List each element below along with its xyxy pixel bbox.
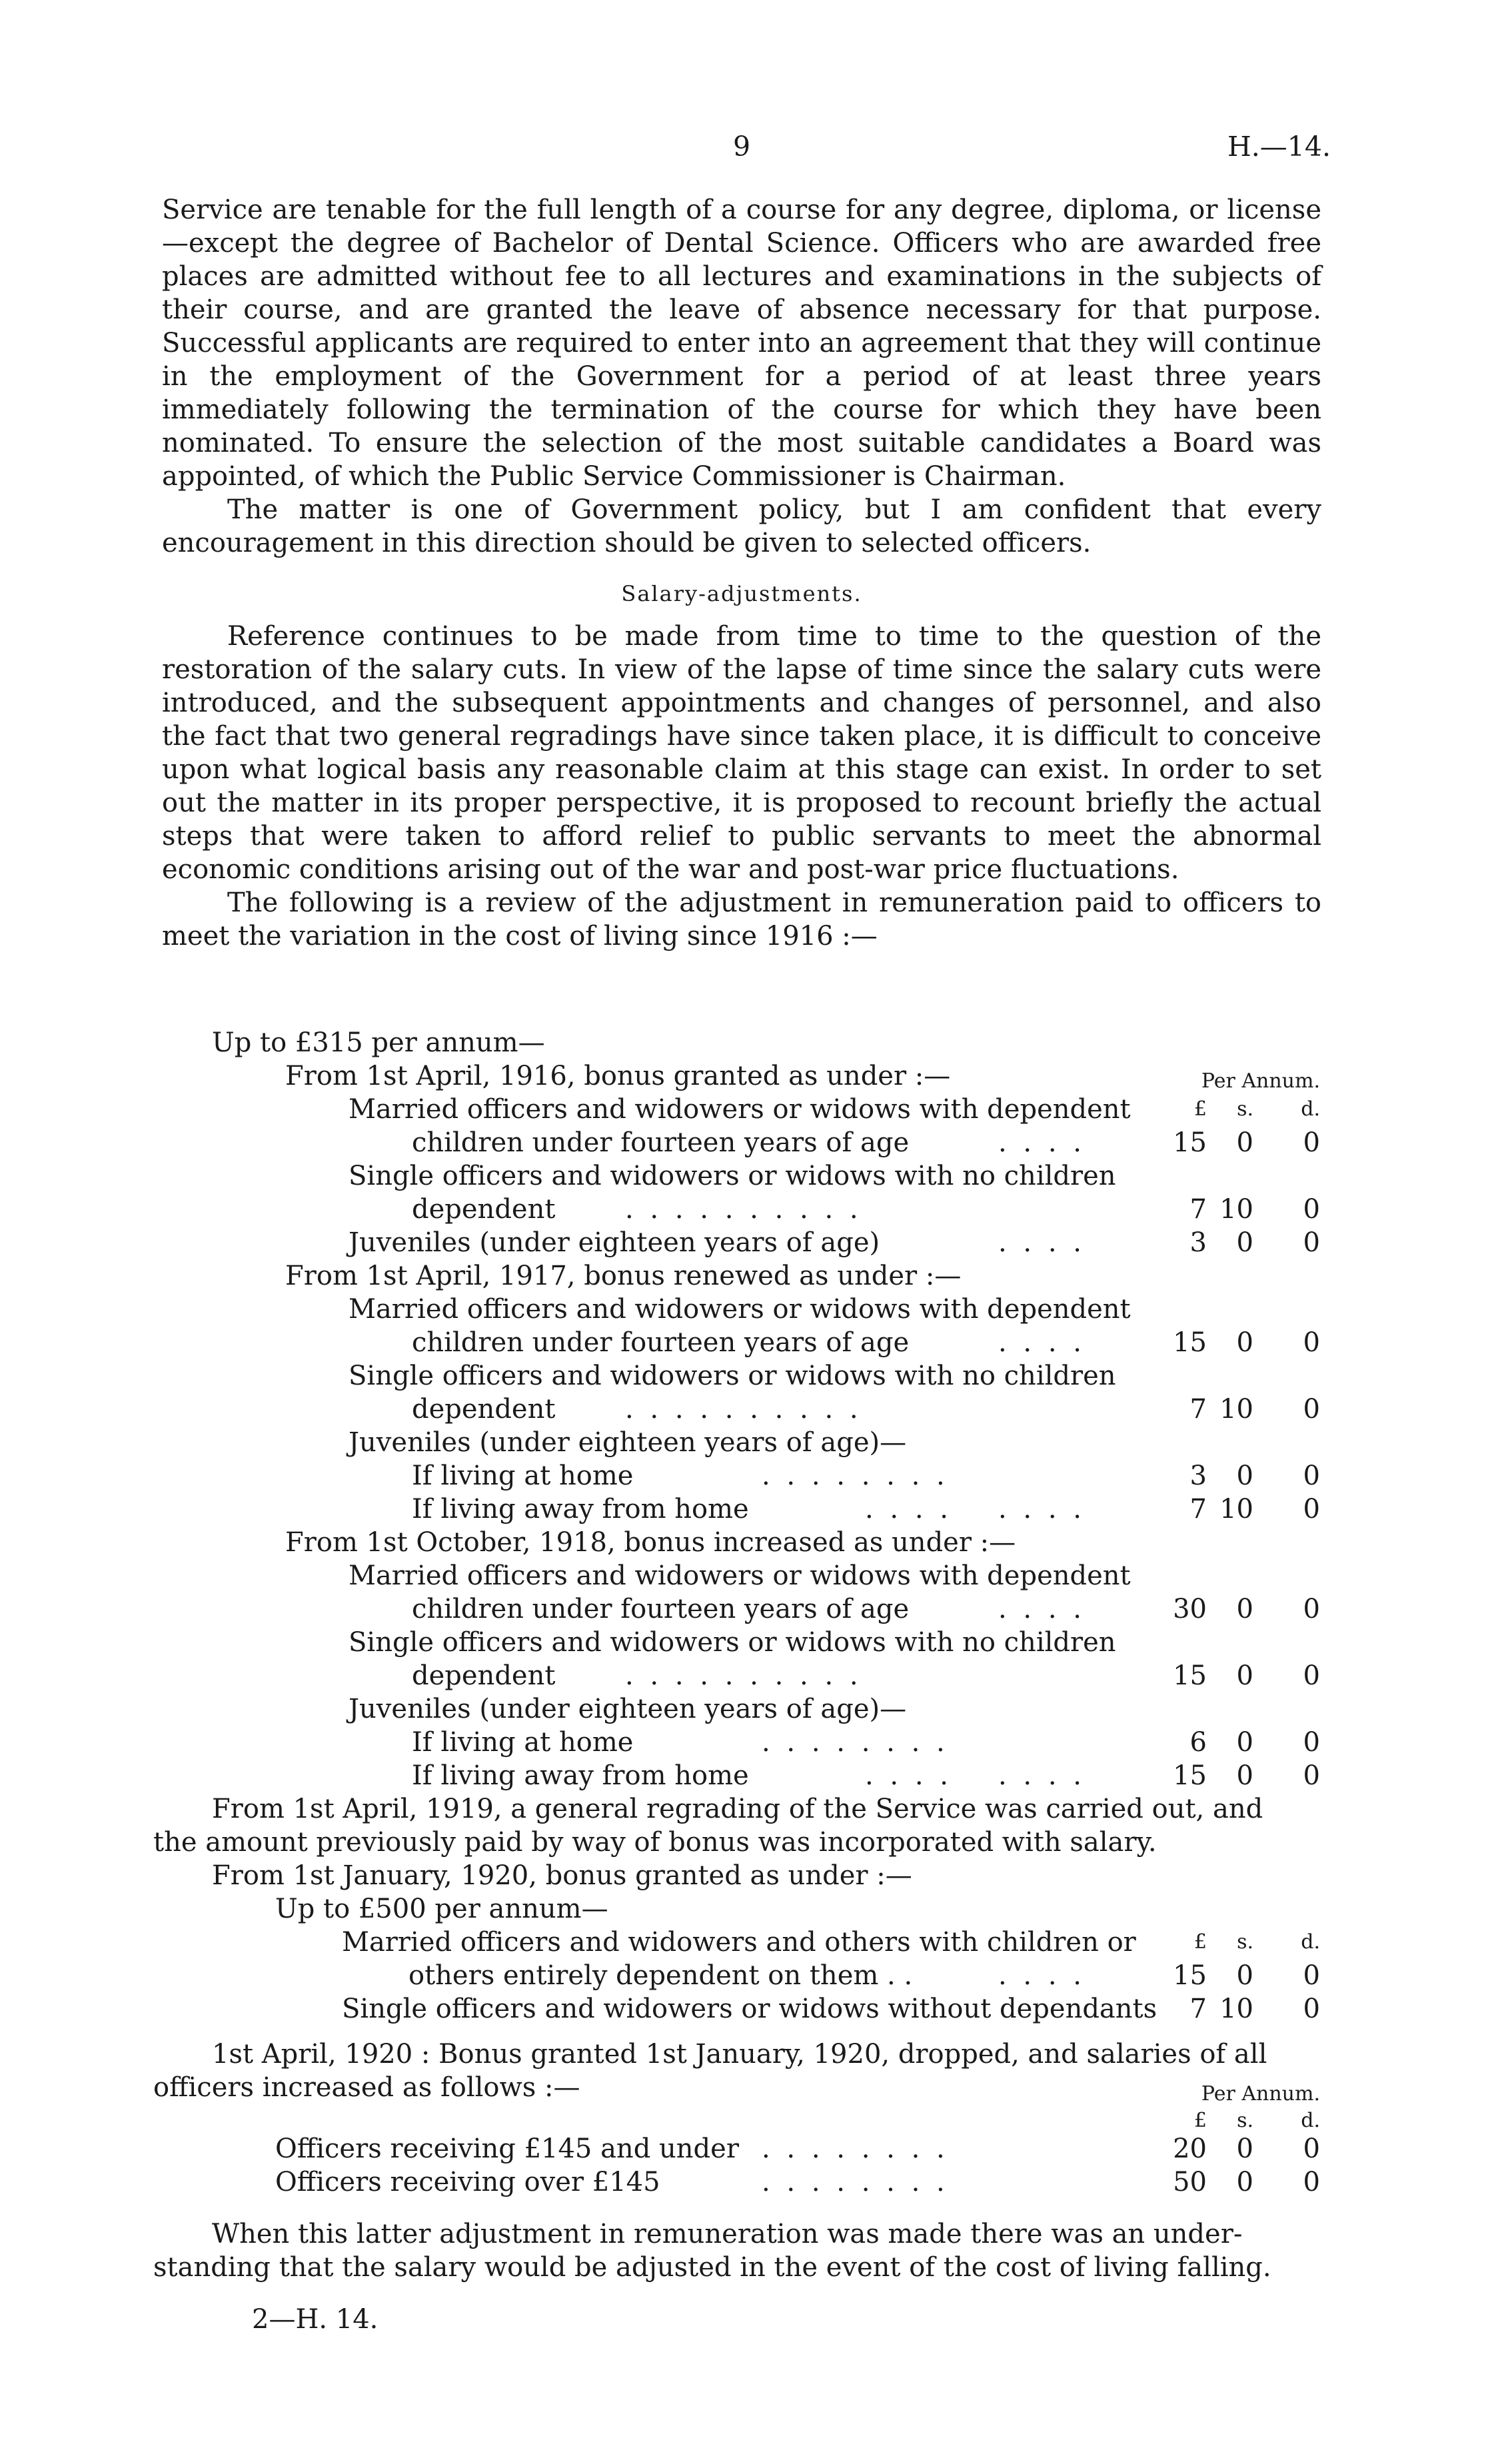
schedule-row [162,1726,1321,1759]
married-line-2: children under fourteen years of age [412,1594,910,1624]
amount-pounds: 7 [1189,1394,1207,1425]
leader-dots: . . . . [998,1227,1086,1258]
single-line-1: Single officers and widowers or widows with no children [349,1161,1116,1191]
shillings-header: s. [1237,1930,1253,1954]
schedule-row [162,1093,1321,1126]
leader-dots: . . . . [865,1494,953,1525]
amount-pence: 0 [1303,1461,1320,1491]
amount-pounds: 3 [1189,1461,1207,1491]
schedule-row [162,1592,1321,1626]
schedule-row [162,1559,1321,1592]
schedule-row [162,1293,1321,1326]
schedule-row [162,1126,1321,1159]
under-145-line: Officers receiving £145 and under [275,2134,739,2164]
schedule-row [162,1193,1321,1226]
schedule-row [162,1326,1321,1359]
amount-shillings: 0 [1236,1760,1253,1791]
amount-shillings: 0 [1236,2134,1253,2164]
pounds-header: £ [1193,1097,1207,1121]
schedule-row [162,1892,1321,1926]
amount-shillings: 0 [1236,1227,1253,1258]
married-line-2: children under fourteen years of age [412,1127,910,1158]
juveniles-line: Juveniles (under eighteen years of age) [349,1227,880,1258]
closing-line-2: standing that the salary would be adjusted in the event of the cost of living falling. [153,2252,1271,2283]
amount-shillings: 0 [1236,1594,1253,1624]
amount-shillings: 10 [1219,1194,1253,1225]
per-annum-header: Per Annum. [1201,2082,1320,2106]
living-at-home-line: If living at home [412,1727,634,1758]
leader-dots: . . . . . . . . . . [625,1660,862,1691]
pence-header: d. [1301,1930,1320,1954]
regrading-line-1: From 1st April, 1919, a general regrading of the Service was carried out, and [212,1794,1263,1824]
schedule-row [162,1226,1321,1259]
schedule-row [162,1692,1321,1726]
single-line-2: dependent [412,1660,556,1691]
amount-pounds: 7 [1189,1494,1207,1525]
amount-pounds: 20 [1173,2134,1207,2164]
single-line-1: Single officers and widowers or widows with no children [349,1627,1116,1658]
schedule-row [162,1359,1321,1393]
living-away-line: If living away from home [412,1760,749,1791]
leader-dots: . . . . [998,1327,1086,1358]
amount-shillings: 10 [1219,1494,1253,1525]
amount-pounds: 15 [1173,1760,1207,1791]
amount-pounds: 15 [1173,1127,1207,1158]
over-145-line: Officers receiving over £145 [275,2167,660,2197]
page-header [0,131,1496,171]
schedule-row [162,1526,1321,1559]
amount-pence: 0 [1303,1660,1320,1691]
amount-shillings: 0 [1236,1461,1253,1491]
schedule-row [162,1026,1321,1059]
bonus-1916-title: From 1st April, 1916, bonus granted as under :— [285,1061,951,1091]
pounds-header: £ [1193,2109,1207,2132]
pence-header: d. [1301,1097,1320,1121]
leader-dots: . . . . . . . . . . [625,1394,862,1425]
amount-pence: 0 [1303,1194,1320,1225]
schedule-row [162,1493,1321,1526]
amount-shillings: 10 [1219,1994,1253,2024]
regrading-paragraph [153,1792,1321,1859]
amount-pounds: 3 [1189,1227,1207,1258]
married-line-1: Married officers and widowers or widows with dependent [349,1560,1131,1591]
leader-dots: . . . . . . . . [762,1727,949,1758]
shillings-header: s. [1237,1097,1253,1121]
amount-pence: 0 [1303,1594,1320,1624]
leader-dots: . . . . [998,1960,1086,1991]
pence-header: d. [1301,2109,1320,2132]
paragraph-free-places: Service are tenable for the full length of a course for any degree, diploma, or license—except the degree of Bachelor of Dental Science. Officers who are awarded free places are admitted without fee to all lectures and examinations in the subjects of their course, and are granted the leave of absence necessary for that purpose. Successful applicants are required to enter into an agreement that they will continue in the employment of the Government for a period of at least three years immediately following the termination of the course for which they have been nominated. To ensure the selection of the most suitable candidates a Board was appointed, of which the Public Service Commissioner is Chairman. [162,195,1321,492]
amount-pounds: 7 [1189,1194,1207,1225]
married-line-2: children under fourteen years of age [412,1327,910,1358]
leader-dots: . . . . . . . . . . [625,1194,862,1225]
increase-line-1: 1st April, 1920 : Bonus granted 1st January, 1920, dropped, and salaries of all [212,2039,1267,2070]
closing-paragraph [153,2217,1321,2284]
schedule-row [153,2071,1321,2106]
bonus-schedule-1920 [162,1859,1321,2026]
amount-pounds: 50 [1173,2167,1207,2197]
body-text [162,193,1321,953]
section-heading: Salary-adjustments. [621,581,862,606]
paragraph-salary-cuts: Reference continues to be made from time to time to the question of the restoration of the salary cuts. In view of the lapse of time since the salary cuts were introduced, and the subsequent appointments and changes of personnel, and also the fact that two general regradings have since taken place, it is difficult to conceive upon what logical basis any reasonable claim at this stage can exist. In order to set out the matter in its proper perspective, it is proposed to recount briefly the actual steps that were taken to afford relief to public servants to meet the abnormal economic conditions arising out of the war and post-war price fluctuations. [162,621,1321,885]
signature-mark: 2—H. 14. [252,2304,378,2335]
up-to-500-label: Up to £500 per annum— [275,1894,608,1924]
increase-line-2: officers increased as follows :— [153,2072,580,2103]
schedule-row [162,1792,1321,1826]
amount-shillings: 0 [1236,1960,1253,1991]
juveniles-line: Juveniles (under eighteen years of age)— [349,1694,907,1724]
leader-dots: . . . . [998,1127,1086,1158]
schedule-row [162,2217,1321,2251]
juveniles-line: Juveniles (under eighteen years of age)— [349,1427,907,1458]
schedule-row [153,1826,1321,1859]
schedule-row [162,1393,1321,1426]
married-line-2: others entirely dependent on them . . [408,1960,913,1991]
schedule-row [162,1859,1321,1892]
amount-pence: 0 [1303,1327,1320,1358]
schedule-row [162,1459,1321,1493]
shillings-header: s. [1237,2109,1253,2132]
leader-dots: . . . . . . . . [762,1461,949,1491]
regrading-line-2: the amount previously paid by way of bonus was incorporated with salary. [153,1827,1157,1858]
paragraph-government-policy: The matter is one of Government policy, but I am confident that every encouragement in this direction should be given to selected officers. [162,494,1321,558]
living-at-home-line: If living at home [412,1461,634,1491]
schedule-row [162,1992,1321,2026]
leader-dots: . . . . [998,1760,1086,1791]
amount-pounds: 15 [1173,1960,1207,1991]
bonus-1917-title: From 1st April, 1917, bonus renewed as under :— [285,1261,962,1291]
schedule-row [162,1426,1321,1459]
leader-dots: . . . . [998,1494,1086,1525]
amount-pence: 0 [1303,2134,1320,2164]
amount-shillings: 0 [1236,1660,1253,1691]
amount-pence: 0 [1303,1960,1320,1991]
amount-shillings: 0 [1236,2167,1253,2197]
amount-pence: 0 [1303,1494,1320,1525]
bonus-schedule-1916-1918 [162,1026,1321,1792]
amount-pounds: 15 [1173,1327,1207,1358]
amount-pence: 0 [1303,1760,1320,1791]
schedule-row [162,1626,1321,1659]
living-away-line: If living away from home [412,1494,749,1525]
schedule-row [162,1659,1321,1692]
married-line-1: Married officers and widowers or widows with dependent [349,1094,1131,1125]
married-line-1: Married officers and widowers or widows with dependent [349,1294,1131,1325]
schedule-row [162,1059,1321,1093]
amount-pence: 0 [1303,2167,1320,2197]
schedule-row [162,2165,1321,2199]
amount-shillings: 0 [1236,1727,1253,1758]
single-line-2: dependent [412,1194,556,1225]
schedule-row [162,2038,1321,2071]
amount-pounds: 7 [1189,1994,1207,2024]
schedule-row [153,2251,1321,2284]
amount-shillings: 10 [1219,1394,1253,1425]
schedule-row [162,2104,1321,2132]
amount-pence: 0 [1303,1727,1320,1758]
up-to-315-label: Up to £315 per annum— [212,1027,545,1058]
leader-dots: . . . . . . . . [762,2134,949,2164]
schedule-row [162,1959,1321,1992]
schedule-row [162,1926,1321,1959]
amount-pounds: 30 [1173,1594,1207,1624]
amount-pence: 0 [1303,1127,1320,1158]
bonus-1918-title: From 1st October, 1918, bonus increased as under :— [285,1527,1016,1558]
single-line: Single officers and widowers or widows without dependants [342,1994,1157,2024]
pounds-header: £ [1193,1930,1207,1954]
leader-dots: . . . . [998,1594,1086,1624]
amount-pounds: 6 [1189,1727,1207,1758]
bonus-1920-title: From 1st January, 1920, bonus granted as under :— [212,1860,912,1891]
schedule-row [162,2132,1321,2165]
salary-increase-1920 [153,2038,1321,2199]
schedule-row [162,1759,1321,1792]
amount-pence: 0 [1303,1394,1320,1425]
page-number: 9 [733,131,751,163]
closing-line-1: When this latter adjustment in remuneration was made there was an under- [212,2219,1243,2249]
document-reference: H.—14. [1227,131,1331,163]
paragraph-review-intro: The following is a review of the adjustment in remuneration paid to officers to meet the variation in the cost of living since 1916 :— [162,888,1321,951]
amount-shillings: 0 [1236,1327,1253,1358]
leader-dots: . . . . [865,1760,953,1791]
per-annum-header: Per Annum. [1201,1069,1320,1093]
single-line-2: dependent [412,1394,556,1425]
amount-pence: 0 [1303,1994,1320,2024]
schedule-row [162,1259,1321,1293]
single-line-1: Single officers and widowers or widows with no children [349,1361,1116,1391]
amount-pence: 0 [1303,1227,1320,1258]
schedule-row [162,1159,1321,1193]
amount-pounds: 15 [1173,1660,1207,1691]
leader-dots: . . . . . . . . [762,2167,949,2197]
amount-shillings: 0 [1236,1127,1253,1158]
married-line-1: Married officers and widowers and others with children or [342,1927,1136,1958]
